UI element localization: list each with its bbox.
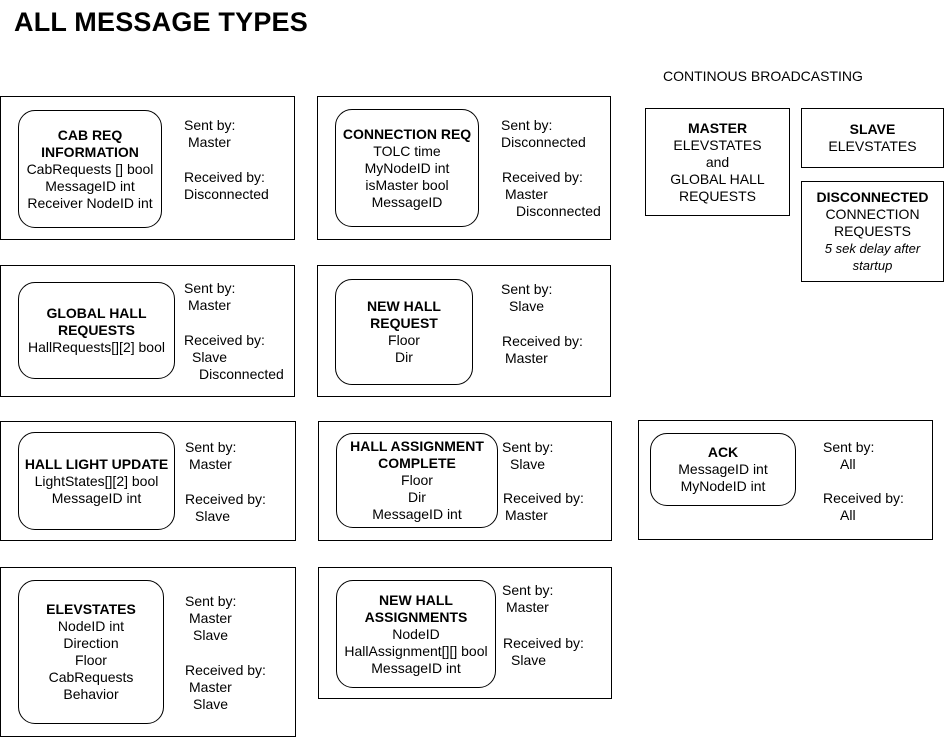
message-field: Floor <box>388 332 420 348</box>
message-field: MessageID int <box>371 659 461 676</box>
received-by-value: Master <box>505 350 548 366</box>
global-hall-requests-received-by <box>184 332 284 383</box>
broadcast-line: REQUESTS <box>678 187 756 204</box>
message-field: Floor <box>401 472 433 488</box>
sent-by-value: Master <box>189 456 232 472</box>
message-field: Floor <box>75 652 107 668</box>
cab-req-information-message-box <box>18 110 162 228</box>
hall-assignment-complete-received-by <box>503 490 584 524</box>
broadcast-disconnected <box>801 181 944 282</box>
received-by-value: Disconnected <box>199 366 284 382</box>
received-by-label: Received by: <box>502 333 583 349</box>
message-field: Behavior <box>63 686 119 702</box>
received-by-value: All <box>840 507 856 523</box>
sent-by-label: Sent by: <box>502 582 554 598</box>
message-field: Direction <box>63 635 119 651</box>
received-by-label: Received by: <box>184 332 265 348</box>
message-field: HallAssignment[][] bool <box>344 642 488 659</box>
message-field: HallRequests[][2] bool <box>28 339 165 355</box>
broadcast-master <box>645 108 790 216</box>
received-by-label: Received by: <box>823 490 904 506</box>
broadcast-note: 5 sek delay after startup <box>824 241 921 273</box>
sent-by-value: Master <box>188 297 231 313</box>
message-field: Dir <box>408 489 426 505</box>
received-by-label: Received by: <box>185 662 266 678</box>
new-hall-assignments-sent-by <box>502 582 553 616</box>
message-field: MessageID int <box>51 489 142 506</box>
received-by-value: Disconnected <box>516 203 601 219</box>
ack-message-box <box>650 433 796 506</box>
sent-by-value: Slave <box>510 456 546 472</box>
hall-assignment-complete-sent-by <box>502 439 553 473</box>
broadcast-name: MASTER <box>687 119 748 136</box>
sent-by-value: Master <box>189 610 232 626</box>
received-by-value: Slave <box>192 349 228 365</box>
sent-by-value: Master <box>188 134 231 150</box>
connection-req-received-by <box>502 169 601 220</box>
sent-by-label: Sent by: <box>184 280 236 296</box>
message-field: NodeID <box>392 625 440 642</box>
message-field: NodeID int <box>57 618 125 634</box>
broadcast-line: ELEVSTATES <box>828 138 917 154</box>
sent-by-label: Sent by: <box>502 439 554 455</box>
received-by-value: Slave <box>511 652 547 668</box>
message-field: Receiver NodeID int <box>27 194 153 211</box>
sent-by-label: Sent by: <box>823 439 875 455</box>
broadcast-line: and <box>705 153 730 170</box>
new-hall-request-message-box <box>335 279 473 385</box>
hall-light-update-message-box <box>18 432 175 530</box>
broadcast-line: CONNECTION <box>825 206 920 222</box>
sent-by-label: Sent by: <box>185 593 237 609</box>
message-name: NEW HALL ASSIGNMENTS <box>364 591 468 625</box>
message-field: TOLC time <box>373 142 441 159</box>
received-by-value: Disconnected <box>184 186 269 202</box>
received-by-value: Slave <box>195 508 231 524</box>
hall-assignment-complete-message-box <box>336 433 498 528</box>
message-field: Dir <box>395 349 413 365</box>
message-name: CONNECTION REQ <box>342 125 472 142</box>
message-name: NEW HALL REQUEST <box>367 298 441 331</box>
elevstates-received-by <box>185 662 266 713</box>
broadcast-heading: CONTINOUS BROADCASTING <box>663 68 863 84</box>
sent-by-label: Sent by: <box>185 439 237 455</box>
sent-by-label: Sent by: <box>184 117 236 133</box>
broadcast-line: REQUESTS <box>833 223 911 239</box>
ack-received-by <box>823 490 904 524</box>
new-hall-request-received-by <box>502 333 583 367</box>
received-by-value: Master <box>505 186 548 202</box>
new-hall-request-sent-by <box>501 281 552 315</box>
received-by-label: Received by: <box>503 635 584 651</box>
sent-by-value: Slave <box>509 298 545 314</box>
received-by-label: Received by: <box>503 490 584 506</box>
ack-sent-by <box>823 439 874 473</box>
received-by-value: Slave <box>193 696 229 712</box>
received-by-label: Received by: <box>184 169 265 185</box>
connection-req-message-box <box>335 109 479 227</box>
sent-by-value: Master <box>506 599 549 615</box>
page-title: ALL MESSAGE TYPES <box>14 7 308 37</box>
message-name: HALL LIGHT UPDATE <box>24 455 169 472</box>
message-field: MyNodeID int <box>680 478 766 494</box>
hall-light-update-sent-by <box>185 439 236 473</box>
received-by-value: Master <box>505 507 548 523</box>
broadcast-name: SLAVE <box>849 121 896 137</box>
received-by-label: Received by: <box>185 491 266 507</box>
broadcast-line: ELEVSTATES <box>673 136 762 153</box>
message-name: HALL ASSIGNMENT COMPLETE <box>350 438 484 471</box>
broadcast-slave <box>801 108 944 168</box>
received-by-label: Received by: <box>502 169 583 185</box>
message-field: MessageID int <box>372 506 462 522</box>
message-field: isMaster bool <box>365 176 449 193</box>
sent-by-label: Sent by: <box>501 117 553 133</box>
global-hall-requests-sent-by <box>184 280 235 314</box>
message-field: CabRequests <box>48 669 134 685</box>
sent-by-value: Slave <box>193 627 229 643</box>
message-field: LightStates[][2] bool <box>34 472 159 489</box>
message-field: MessageID int <box>678 461 768 477</box>
cab-req-information-received-by <box>184 169 269 203</box>
received-by-value: Master <box>189 679 232 695</box>
message-field: MessageID <box>371 193 443 210</box>
new-hall-assignments-received-by <box>503 635 584 669</box>
sent-by-label: Sent by: <box>501 281 553 297</box>
message-field: MyNodeID int <box>364 159 450 176</box>
cab-req-information-sent-by <box>184 117 235 151</box>
message-name: CAB REQ INFORMATION <box>41 126 139 160</box>
message-name: ACK <box>707 444 739 460</box>
message-name: ELEVSTATES <box>46 601 136 617</box>
broadcast-name: DISCONNECTED <box>816 189 929 205</box>
connection-req-sent-by <box>501 117 586 151</box>
message-field: CabRequests [] bool <box>26 160 154 177</box>
message-field: MessageID int <box>45 177 135 194</box>
elevstates-sent-by <box>185 593 236 644</box>
global-hall-requests-message-box <box>18 282 175 379</box>
message-name: GLOBAL HALL REQUESTS <box>46 305 147 338</box>
hall-light-update-received-by <box>185 491 266 525</box>
sent-by-value: Disconnected <box>501 134 586 150</box>
broadcast-line: GLOBAL HALL <box>670 170 765 187</box>
new-hall-assignments-message-box <box>336 580 496 688</box>
elevstates-message-box <box>18 580 164 724</box>
sent-by-value: All <box>840 456 856 472</box>
